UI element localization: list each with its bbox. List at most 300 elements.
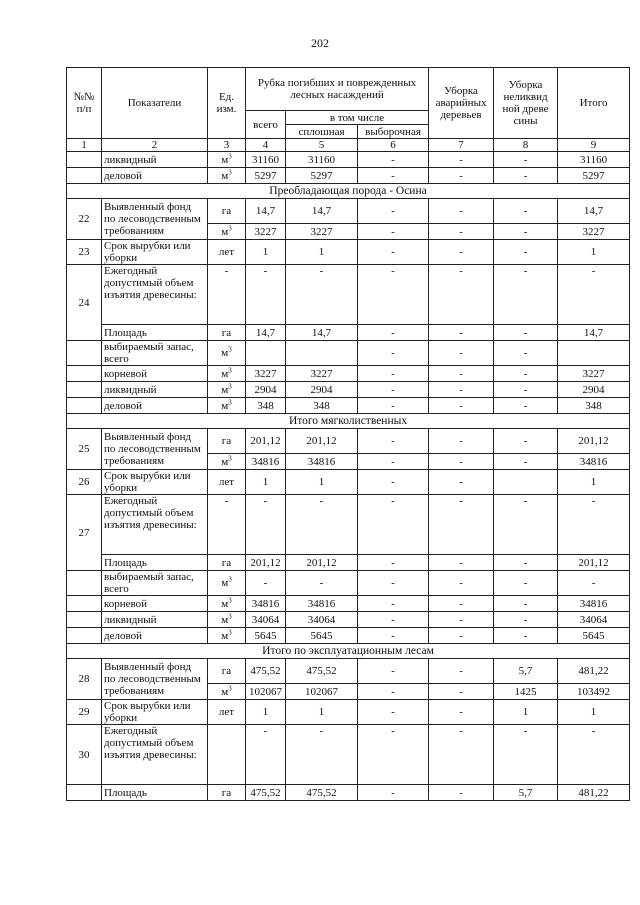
unit-cell (208, 785, 246, 801)
value-cell: 3227 (558, 366, 630, 382)
value-cell (558, 341, 630, 366)
unit-cell (208, 470, 246, 495)
indicator-label: Площадь (102, 785, 208, 801)
unit-text: м (221, 399, 229, 412)
value-cell: 475,52 (286, 785, 358, 801)
section-title: Преобладающая порода - Осина (67, 184, 630, 199)
value-cell: 34064 (246, 612, 286, 628)
value-cell: - (358, 454, 429, 470)
value-cell: - (494, 454, 558, 470)
row-number: 25 (67, 429, 102, 470)
indicator-label: Выявленный фонд по лесоводственным требованиям (102, 199, 208, 240)
value-cell: 1 (246, 240, 286, 265)
value-cell: 2904 (286, 382, 358, 398)
value-cell: 102067 (286, 684, 358, 700)
value-cell: 5645 (286, 628, 358, 644)
indicator-label: деловой (102, 168, 208, 184)
value-cell: - (429, 325, 494, 341)
value-cell: - (286, 495, 358, 555)
indicator-label: корневой (102, 366, 208, 382)
unit-text: м (221, 347, 229, 359)
value-cell: 34816 (286, 596, 358, 612)
value-cell: - (429, 341, 494, 366)
value-cell: - (358, 152, 429, 168)
value-cell: 475,52 (246, 785, 286, 801)
indicator-label: ликвидный (102, 152, 208, 168)
value-cell: - (429, 628, 494, 644)
value-cell: 1 (558, 240, 630, 265)
unit-text: га (221, 326, 232, 339)
unit-cell (208, 454, 246, 470)
unit-cell (208, 684, 246, 700)
page-number: 202 (311, 36, 329, 50)
value-cell: 1 (558, 470, 630, 495)
value-cell: 481,22 (558, 659, 630, 684)
value-cell: - (429, 429, 494, 454)
row-number: 23 (67, 240, 102, 265)
indicator-label: Срок вырубки или уборки (102, 240, 208, 265)
indicator-label: Выявленный фонд по лесоводственным требованиям (102, 659, 208, 700)
value-cell: - (558, 571, 630, 596)
unit-cell (208, 382, 246, 398)
col-number: 4 (246, 139, 286, 152)
row-number (67, 152, 102, 168)
value-cell: - (558, 725, 630, 785)
unit-cell (208, 495, 246, 555)
value-cell: - (286, 725, 358, 785)
unit-cell (208, 240, 246, 265)
value-cell: 201,12 (246, 429, 286, 454)
row-number (67, 366, 102, 382)
section-row (67, 644, 630, 659)
row-number (67, 341, 102, 366)
value-cell: 14,7 (286, 325, 358, 341)
indicator-label: выбираемый запас, всего (102, 571, 208, 596)
value-cell: - (429, 265, 494, 325)
unit-text: га (221, 665, 232, 677)
value-cell: - (358, 700, 429, 725)
value-cell: 1 (246, 470, 286, 495)
value-cell: 1 (494, 700, 558, 725)
value-cell: - (358, 341, 429, 366)
value-cell: 3227 (286, 366, 358, 382)
unit-text: га (221, 786, 232, 799)
value-cell: - (358, 199, 429, 224)
table-row (67, 341, 630, 366)
indicator-label: выбираемый запас, всего (102, 341, 208, 366)
unit-cell (208, 168, 246, 184)
value-cell: - (429, 382, 494, 398)
unit-cell (208, 152, 246, 168)
value-cell: - (558, 265, 630, 325)
table-row (67, 152, 630, 168)
value-cell: 14,7 (246, 325, 286, 341)
value-cell: - (494, 325, 558, 341)
value-cell: - (429, 684, 494, 700)
value-cell: 475,52 (246, 659, 286, 684)
value-cell: 1 (558, 700, 630, 725)
value-cell: 5297 (558, 168, 630, 184)
unit-cell (208, 325, 246, 341)
unit-text: м (221, 597, 229, 610)
value-cell: - (429, 168, 494, 184)
unit-superscript: 3 (228, 683, 232, 692)
unit-cell (208, 341, 246, 366)
unit-text: м (221, 383, 229, 396)
value-cell: - (494, 495, 558, 555)
unit-superscript: 3 (228, 151, 232, 160)
table-row (67, 725, 630, 785)
value-cell: 1 (286, 240, 358, 265)
value-cell: - (494, 382, 558, 398)
value-cell: 34816 (246, 454, 286, 470)
unit-superscript: 3 (228, 611, 232, 620)
value-cell: 14,7 (286, 199, 358, 224)
value-cell: - (358, 628, 429, 644)
value-cell: - (246, 571, 286, 596)
value-cell: 5645 (246, 628, 286, 644)
value-cell: 5297 (286, 168, 358, 184)
row-number (67, 785, 102, 801)
value-cell: 14,7 (558, 199, 630, 224)
unit-text: лет (218, 246, 235, 258)
value-cell: - (429, 224, 494, 240)
row-number: 22 (67, 199, 102, 240)
value-cell: - (358, 571, 429, 596)
table-row (67, 659, 630, 684)
header-unit: Ед. изм. (208, 68, 246, 139)
unit-text: м (221, 685, 229, 698)
value-cell: 1 (286, 470, 358, 495)
value-cell: 201,12 (286, 429, 358, 454)
value-cell: 31160 (286, 152, 358, 168)
unit-text: м (221, 153, 229, 166)
value-cell: - (429, 152, 494, 168)
value-cell: 481,22 (558, 785, 630, 801)
value-cell: - (358, 555, 429, 571)
value-cell: - (429, 199, 494, 224)
value-cell: - (358, 659, 429, 684)
value-cell: - (429, 366, 494, 382)
col-number: 6 (358, 139, 429, 152)
col-number: 9 (558, 139, 630, 152)
unit-cell (208, 659, 246, 684)
value-cell: 1425 (494, 684, 558, 700)
value-cell: - (246, 265, 286, 325)
value-cell: - (246, 495, 286, 555)
header-clear: сплошная (286, 125, 358, 139)
value-cell: 201,12 (558, 429, 630, 454)
value-cell: - (494, 612, 558, 628)
value-cell: - (429, 571, 494, 596)
unit-text: м (221, 577, 229, 589)
unit-cell (208, 700, 246, 725)
unit-superscript: 3 (228, 345, 232, 354)
unit-superscript: 3 (228, 381, 232, 390)
value-cell: - (494, 429, 558, 454)
value-cell: - (429, 725, 494, 785)
value-cell: - (358, 325, 429, 341)
table-row (67, 382, 630, 398)
value-cell: - (494, 341, 558, 366)
unit-superscript: 3 (228, 397, 232, 406)
section-row (67, 184, 630, 199)
value-cell: - (494, 199, 558, 224)
value-cell: - (429, 659, 494, 684)
value-cell: - (358, 265, 429, 325)
value-cell: 5,7 (494, 659, 558, 684)
col-number: 1 (67, 139, 102, 152)
header-num: №№ п/п (67, 68, 102, 139)
row-number: 27 (67, 495, 102, 571)
value-cell: - (494, 555, 558, 571)
value-cell: 348 (246, 398, 286, 414)
value-cell: 2904 (558, 382, 630, 398)
unit-cell (208, 596, 246, 612)
value-cell: 348 (286, 398, 358, 414)
value-cell: 201,12 (558, 555, 630, 571)
row-number (67, 168, 102, 184)
value-cell: - (494, 725, 558, 785)
value-cell (246, 341, 286, 366)
column-number-row (67, 139, 630, 152)
value-cell: - (358, 785, 429, 801)
table-row (67, 168, 630, 184)
value-cell: 34064 (558, 612, 630, 628)
row-number: 26 (67, 470, 102, 495)
table-row (67, 495, 630, 555)
unit-cell (208, 555, 246, 571)
value-cell: 3227 (246, 224, 286, 240)
value-cell: - (429, 612, 494, 628)
col-number: 8 (494, 139, 558, 152)
table-row (67, 571, 630, 596)
value-cell: - (494, 240, 558, 265)
header-incl: в том числе (286, 111, 429, 125)
table-row (67, 785, 630, 801)
value-cell: - (358, 495, 429, 555)
value-cell: 201,12 (286, 555, 358, 571)
value-cell: - (429, 398, 494, 414)
value-cell: - (494, 152, 558, 168)
table-row (67, 628, 630, 644)
value-cell: 3227 (558, 224, 630, 240)
value-cell: - (358, 366, 429, 382)
value-cell: - (358, 398, 429, 414)
unit-cell (208, 612, 246, 628)
table-row (67, 470, 630, 495)
value-cell: 103492 (558, 684, 630, 700)
unit-cell (208, 628, 246, 644)
value-cell: - (494, 168, 558, 184)
table-row (67, 555, 630, 571)
header-total-all: всего (246, 111, 286, 139)
value-cell: - (429, 700, 494, 725)
value-cell: 34816 (558, 596, 630, 612)
unit-cell (208, 199, 246, 224)
unit-text: м (221, 367, 229, 380)
row-number: 24 (67, 265, 102, 341)
value-cell: - (558, 495, 630, 555)
value-cell: 5297 (246, 168, 286, 184)
value-cell: - (358, 224, 429, 240)
unit-superscript: 3 (228, 453, 232, 462)
unit-text: - (224, 495, 229, 507)
indicator-label: ликвидный (102, 612, 208, 628)
value-cell: - (358, 470, 429, 495)
table-row (67, 265, 630, 325)
header-indicators: Показатели (102, 68, 208, 139)
table-row (67, 325, 630, 341)
value-cell: 14,7 (558, 325, 630, 341)
header-illiquid: Уборка неликвид ной древе сины (494, 68, 558, 139)
header-total: Итого (558, 68, 630, 139)
col-number: 3 (208, 139, 246, 152)
value-cell: 34816 (286, 454, 358, 470)
value-cell: 31160 (246, 152, 286, 168)
unit-text: м (221, 225, 229, 238)
value-cell: 3227 (286, 224, 358, 240)
value-cell: 102067 (246, 684, 286, 700)
value-cell: 34816 (246, 596, 286, 612)
value-cell: - (358, 684, 429, 700)
unit-text: га (221, 205, 232, 217)
value-cell: - (429, 470, 494, 495)
value-cell: 34816 (558, 454, 630, 470)
value-cell: 1 (246, 700, 286, 725)
row-number: 30 (67, 725, 102, 785)
value-cell: - (429, 555, 494, 571)
indicator-label: деловой (102, 628, 208, 644)
row-number: 29 (67, 700, 102, 725)
unit-text: га (221, 435, 232, 447)
col-number: 7 (429, 139, 494, 152)
header-felling: Рубка погибших и поврежденных лесных насаждений (246, 68, 429, 111)
indicator-label: Ежегодный допустимый объем изъятия древесины: (102, 265, 208, 325)
indicator-label: корневой (102, 596, 208, 612)
unit-text: лет (218, 476, 235, 488)
row-number (67, 628, 102, 644)
value-cell: - (494, 224, 558, 240)
unit-superscript: 3 (228, 365, 232, 374)
value-cell: 5,7 (494, 785, 558, 801)
value-cell (494, 470, 558, 495)
value-cell: - (358, 725, 429, 785)
forest-felling-table (66, 67, 630, 801)
table-row (67, 612, 630, 628)
value-cell: - (358, 168, 429, 184)
unit-superscript: 3 (228, 595, 232, 604)
value-cell: - (429, 785, 494, 801)
unit-text: м (221, 613, 229, 626)
table-row (67, 240, 630, 265)
row-number (67, 612, 102, 628)
unit-text: га (221, 556, 232, 569)
unit-superscript: 3 (228, 167, 232, 176)
unit-cell (208, 725, 246, 785)
header-selective: выборочная (358, 125, 429, 139)
value-cell: - (429, 240, 494, 265)
unit-cell (208, 398, 246, 414)
row-number (67, 596, 102, 612)
indicator-label: ликвидный (102, 382, 208, 398)
indicator-label: деловой (102, 398, 208, 414)
unit-cell (208, 224, 246, 240)
value-cell: 3227 (246, 366, 286, 382)
value-cell: 201,12 (246, 555, 286, 571)
unit-superscript: 3 (228, 627, 232, 636)
value-cell: 1 (286, 700, 358, 725)
table-row (67, 596, 630, 612)
col-number: 5 (286, 139, 358, 152)
unit-superscript: 3 (228, 223, 232, 232)
value-cell: - (494, 596, 558, 612)
section-row (67, 414, 630, 429)
unit-text: м (221, 629, 229, 642)
unit-cell (208, 429, 246, 454)
row-number: 28 (67, 659, 102, 700)
value-cell: - (286, 571, 358, 596)
value-cell: - (358, 240, 429, 265)
value-cell: - (286, 265, 358, 325)
value-cell: - (429, 495, 494, 555)
unit-text: лет (218, 706, 235, 718)
indicator-label: Срок вырубки или уборки (102, 700, 208, 725)
value-cell: - (358, 382, 429, 398)
value-cell: - (494, 366, 558, 382)
table-row (67, 366, 630, 382)
value-cell: 2904 (246, 382, 286, 398)
table-row (67, 398, 630, 414)
value-cell: 14,7 (246, 199, 286, 224)
value-cell: - (358, 429, 429, 454)
value-cell: - (429, 596, 494, 612)
unit-cell (208, 571, 246, 596)
value-cell: - (246, 725, 286, 785)
value-cell: 348 (558, 398, 630, 414)
value-cell (286, 341, 358, 366)
col-number: 2 (102, 139, 208, 152)
row-number (67, 398, 102, 414)
table-row (67, 199, 630, 224)
indicator-label: Площадь (102, 325, 208, 341)
indicator-label: Площадь (102, 555, 208, 571)
row-number (67, 382, 102, 398)
table-row (67, 429, 630, 454)
unit-cell (208, 265, 246, 325)
value-cell: - (494, 628, 558, 644)
unit-text: м (221, 169, 229, 182)
indicator-label: Срок вырубки или уборки (102, 470, 208, 495)
table-row (67, 700, 630, 725)
unit-text: - (224, 265, 229, 277)
value-cell: - (494, 398, 558, 414)
value-cell: - (429, 454, 494, 470)
indicator-label: Ежегодный допустимый объем изъятия древесины: (102, 495, 208, 555)
row-number (67, 571, 102, 596)
unit-superscript: 3 (228, 575, 232, 584)
value-cell: 34064 (286, 612, 358, 628)
value-cell: - (494, 571, 558, 596)
section-title: Итого мягколиственных (67, 414, 630, 429)
value-cell: 5645 (558, 628, 630, 644)
value-cell: - (358, 596, 429, 612)
indicator-label: Выявленный фонд по лесоводственным требованиям (102, 429, 208, 470)
unit-cell (208, 366, 246, 382)
value-cell: 31160 (558, 152, 630, 168)
section-title: Итого по эксплуатационным лесам (67, 644, 630, 659)
indicator-label: Ежегодный допустимый объем изъятия древесины: (102, 725, 208, 785)
